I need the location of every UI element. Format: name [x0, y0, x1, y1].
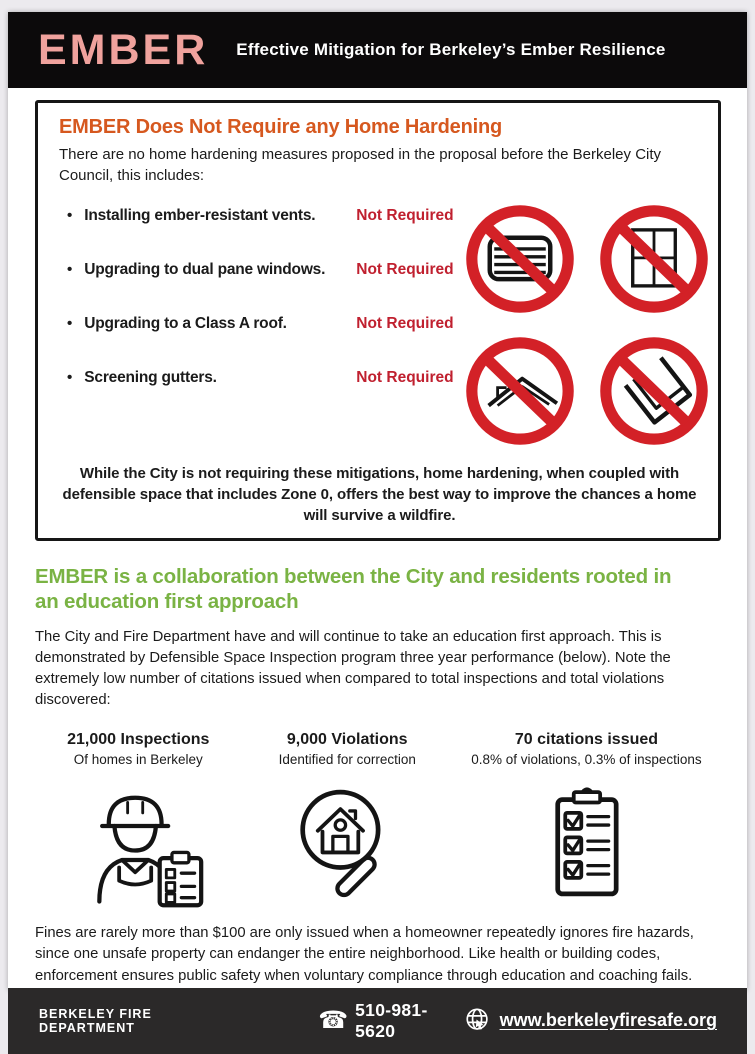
- header-bar: [8, 12, 747, 88]
- globe-icon: [464, 1007, 492, 1035]
- vent-prohibited-icon: [464, 203, 576, 315]
- stat-citations: [453, 731, 720, 909]
- stat-caption: 0.8% of violations, 0.3% of inspections: [471, 751, 702, 767]
- footer-org: BERKELEY FIRE DEPARTMENT: [39, 1006, 152, 1035]
- stat-violations: [242, 731, 453, 909]
- ember-logo: EMBER: [38, 25, 209, 74]
- status-badge: Not Required: [356, 260, 454, 278]
- bullet-icon: •: [67, 260, 73, 278]
- requirement-label: Screening gutters.: [84, 368, 217, 386]
- stat-value: 9,000 Violations: [286, 730, 408, 748]
- stats-row: [35, 731, 720, 909]
- bullet-icon: •: [67, 206, 73, 224]
- phone-number: 510-981-5620: [355, 999, 428, 1041]
- footer-bar: [8, 988, 747, 1054]
- checklist-icon: [511, 777, 661, 909]
- house-magnifier-icon: [272, 777, 422, 909]
- no-hardening-box: [35, 100, 721, 541]
- telephone-icon: ☎: [318, 1006, 349, 1034]
- bullet-icon: •: [67, 314, 73, 332]
- list-item: [59, 369, 454, 387]
- gutter-prohibited-icon: [598, 335, 710, 447]
- prohibited-icons-grid: [464, 203, 710, 447]
- list-item: [59, 261, 454, 279]
- stat-caption: Of homes in Berkeley: [73, 751, 203, 767]
- section-title: EMBER is a collaboration between the City and residents rooted in an education first approach: [35, 565, 672, 613]
- closing-paragraph: Fines are rarely more than $100 are only issued when a homeowner repeatedly ignores fire hazards, since one unsafe property can endanger the entire neighborhood. Like health or building codes, enforcement ensures public safety when voluntary compliance through education and coaching fails.: [35, 924, 694, 985]
- box-note: While the City is not requiring these mitigations, home hardening, when coupled with defensible space that includes Zone 0, offers the best way to improve the chances a home will survive a wildfire.: [62, 464, 697, 525]
- requirement-label: Upgrading to dual pane windows.: [84, 260, 326, 278]
- list-item: [59, 315, 454, 333]
- website-link[interactable]: www.berkeleyfiresafe.org: [499, 1010, 717, 1031]
- roof-prohibited-icon: [464, 335, 576, 447]
- footer-website[interactable]: [464, 1007, 717, 1035]
- requirements-list: [59, 201, 454, 447]
- list-item: [59, 207, 454, 225]
- stat-inspections: [35, 731, 242, 909]
- footer-phone: [318, 1000, 463, 1042]
- status-badge: Not Required: [356, 206, 454, 224]
- flyer-page: [8, 12, 747, 1041]
- requirement-label: Installing ember-resistant vents.: [84, 206, 316, 224]
- bullet-icon: •: [67, 368, 73, 386]
- box-intro: There are no home hardening measures proposed in the proposal before the Berkeley City Council, this includes:: [59, 146, 662, 185]
- inspector-icon: [63, 777, 213, 909]
- header-subtitle: Effective Mitigation for Berkeley’s Ember Resilience: [236, 40, 666, 59]
- section-body: The City and Fire Department have and will continue to take an education first approach. This is demonstrated by Defensible Space Inspection program three year performance (below). Note the extremely low number of citations issued when compared to total inspections and total violations discovered:: [35, 628, 671, 708]
- window-prohibited-icon: [598, 203, 710, 315]
- requirement-label: Upgrading to a Class A roof.: [84, 314, 287, 332]
- box-title: EMBER Does Not Require any Home Hardening: [59, 116, 502, 138]
- stat-caption: Identified for correction: [278, 751, 416, 767]
- status-badge: Not Required: [356, 314, 454, 332]
- status-badge: Not Required: [356, 368, 454, 386]
- stat-value: 21,000 Inspections: [67, 730, 210, 748]
- education-section: [8, 541, 747, 987]
- stat-value: 70 citations issued: [514, 730, 659, 748]
